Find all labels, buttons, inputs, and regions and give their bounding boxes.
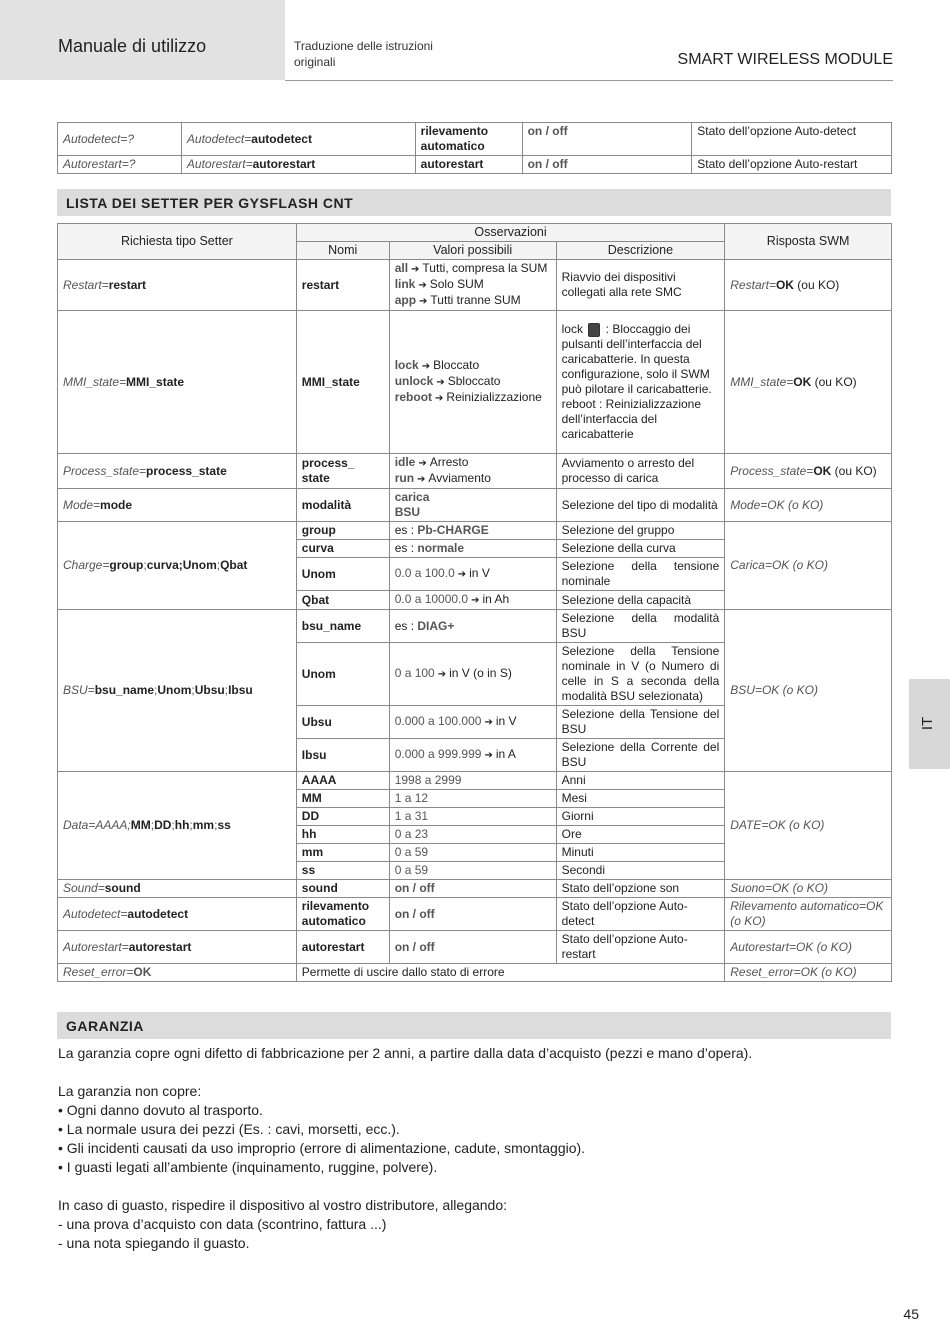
values-cell: 0 a 59 xyxy=(389,862,556,880)
table-cell: on / off xyxy=(522,156,692,174)
response-cell: Carica=OK (o KO) xyxy=(725,522,892,610)
description-cell: Selezione della Tensione del BSU xyxy=(556,706,725,739)
request-cell: Data=AAAA;MM;DD;hh;mm;ss xyxy=(58,772,297,880)
description-cell: Selezione della curva xyxy=(556,540,725,558)
name-cell: Unom xyxy=(296,558,389,591)
name-cell: Qbat xyxy=(296,591,389,610)
response-cell: MMI_state=OK (ou KO) xyxy=(725,311,892,454)
header-divider xyxy=(285,80,893,81)
warranty-text xyxy=(58,1044,898,1253)
values-cell: carica BSU xyxy=(389,489,556,522)
values-cell: 0.0 a 100.0➔ in V xyxy=(389,558,556,591)
setter-section-header xyxy=(57,189,891,216)
response-cell: Mode=OK (o KO) xyxy=(725,489,892,522)
header-subtitle: Traduzione delle istruzioni originali xyxy=(294,39,433,69)
header-title-block xyxy=(0,0,285,80)
product-title: SMART WIRELESS MODULE xyxy=(677,51,893,68)
name-cell: MM xyxy=(296,790,389,808)
table-row xyxy=(58,489,892,522)
description-cell: Permette di uscire dallo stato di errore xyxy=(296,964,724,982)
col-header-description: Descrizione xyxy=(556,242,725,260)
list-item: • La normale usura dei pezzi (Es. : cavi, morsetti, ecc.). xyxy=(58,1121,400,1137)
name-cell: modalità xyxy=(296,489,389,522)
table-row xyxy=(58,772,892,790)
name-cell: MMI_state xyxy=(296,311,389,454)
table-row xyxy=(58,156,892,174)
language-tab xyxy=(909,679,950,769)
description-cell: Mesi xyxy=(556,790,725,808)
list-item: - una prova d’acquisto con data (scontrino, fattura ...) xyxy=(58,1216,387,1232)
description-cell: Riavvio dei dispositivi collegati alla rete SMC xyxy=(556,260,725,311)
response-cell: Autorestart=OK (o KO) xyxy=(725,931,892,964)
values-cell: on / off xyxy=(389,898,556,931)
table-cell: Stato dell’opzione Auto-detect xyxy=(692,123,892,156)
table-row xyxy=(58,931,892,964)
description-cell: Stato dell’opzione Auto-restart xyxy=(556,931,725,964)
request-cell: Restart=restart xyxy=(58,260,297,311)
setter-table xyxy=(57,223,892,982)
section-title: GARANZIA xyxy=(66,1018,144,1034)
description-cell: Giorni xyxy=(556,808,725,826)
list-item: • I guasti legati all’ambiente (inquinamento, ruggine, polvere). xyxy=(58,1159,438,1175)
table-row xyxy=(58,964,892,982)
description-cell: Stato dell’opzione Auto-detect xyxy=(556,898,725,931)
values-cell: 0.000 a 100.000➔ in V xyxy=(389,706,556,739)
name-cell: Ibsu xyxy=(296,739,389,772)
name-cell: sound xyxy=(296,880,389,898)
description-cell: Selezione della capacità xyxy=(556,591,725,610)
request-cell: Autodetect=autodetect xyxy=(58,898,297,931)
table-row xyxy=(58,260,892,311)
table-row xyxy=(58,123,892,156)
request-cell: Process_state=process_state xyxy=(58,454,297,489)
table-cell: Autorestart=autorestart xyxy=(181,156,415,174)
not-covered-title: La garanzia non copre: xyxy=(58,1083,202,1099)
table-row xyxy=(58,880,892,898)
table-cell: rilevamento automatico xyxy=(415,123,522,156)
description-cell: Anni xyxy=(556,772,725,790)
response-cell: Rilevamento automatico=OK (o KO) xyxy=(725,898,892,931)
warranty-intro: La garanzia copre ogni difetto di fabbricazione per 2 anni, a partire dalla data d’acquisto (pezzi e mano d’opera). xyxy=(58,1045,753,1061)
description-cell: Selezione della modalità BSU xyxy=(556,610,725,643)
name-cell: DD xyxy=(296,808,389,826)
name-cell: autorestart xyxy=(296,931,389,964)
name-cell: Unom xyxy=(296,643,389,706)
response-cell: DATE=OK (o KO) xyxy=(725,772,892,880)
table-row xyxy=(58,610,892,643)
name-cell: mm xyxy=(296,844,389,862)
name-cell: ss xyxy=(296,862,389,880)
values-cell: es : normale xyxy=(389,540,556,558)
response-cell: BSU=OK (o KO) xyxy=(725,610,892,772)
section-title: LISTA DEI SETTER PER GYSFLASH CNT xyxy=(66,195,354,211)
values-cell: 0 a 59 xyxy=(389,844,556,862)
values-cell: all➔ Tutti, compresa la SUM link➔ Solo SUM app➔ Tutti tranne SUM xyxy=(389,260,556,311)
table-cell: Autodetect=autodetect xyxy=(181,123,415,156)
manual-title: Manuale di utilizzo xyxy=(58,36,207,56)
col-header-values: Valori possibili xyxy=(389,242,556,260)
description-cell: Selezione della tensione nominale xyxy=(556,558,725,591)
lock-icon xyxy=(588,323,600,337)
table-cell: Stato dell’opzione Auto-restart xyxy=(692,156,892,174)
table-cell: on / off xyxy=(522,123,692,156)
values-cell: lock➔ Bloccato unlock➔ Sbloccato reboot➔ Reinizializzazione xyxy=(389,311,556,454)
name-cell: curva xyxy=(296,540,389,558)
request-cell: Sound=sound xyxy=(58,880,297,898)
col-header-names: Nomi xyxy=(296,242,389,260)
list-item: - una nota spiegando il guasto. xyxy=(58,1235,250,1251)
list-item: • Gli incidenti causati da uso improprio (errore di alimentazione, cadute, smontaggio). xyxy=(58,1140,586,1156)
values-cell: 1 a 12 xyxy=(389,790,556,808)
list-item: • Ogni danno dovuto al trasporto. xyxy=(58,1102,263,1118)
values-cell: 0.000 a 999.999➔ in A xyxy=(389,739,556,772)
request-cell: MMI_state=MMI_state xyxy=(58,311,297,454)
request-cell: Mode=mode xyxy=(58,489,297,522)
getter-table-continuation xyxy=(57,122,892,174)
table-row xyxy=(58,454,892,489)
table-cell: autorestart xyxy=(415,156,522,174)
values-cell: es : Pb-CHARGE xyxy=(389,522,556,540)
table-row xyxy=(58,522,892,540)
description-cell: Selezione del gruppo xyxy=(556,522,725,540)
request-cell: Charge=group;curva;Unom;Qbat xyxy=(58,522,297,610)
request-cell: BSU=bsu_name;Unom;Ubsu;Ibsu xyxy=(58,610,297,772)
description-cell: Ore xyxy=(556,826,725,844)
name-cell: process_ state xyxy=(296,454,389,489)
table-row xyxy=(58,311,892,454)
table-header-row xyxy=(58,224,892,242)
name-cell: group xyxy=(296,522,389,540)
values-cell: on / off xyxy=(389,931,556,964)
description-cell: Secondi xyxy=(556,862,725,880)
values-cell: 0 a 23 xyxy=(389,826,556,844)
return-intro: In caso di guasto, rispedire il dispositivo al vostro distributore, allegando: xyxy=(58,1197,508,1213)
col-header-response: Risposta SWM xyxy=(725,224,892,260)
response-cell: Restart=OK (ou KO) xyxy=(725,260,892,311)
description-cell: Minuti xyxy=(556,844,725,862)
values-cell: idle➔ Arresto run➔ Avviamento xyxy=(389,454,556,489)
name-cell: restart xyxy=(296,260,389,311)
response-cell: Suono=OK (o KO) xyxy=(725,880,892,898)
name-cell: rilevamento automatico xyxy=(296,898,389,931)
description-cell: Stato dell’opzione son xyxy=(556,880,725,898)
values-cell: 1998 a 2999 xyxy=(389,772,556,790)
name-cell: Ubsu xyxy=(296,706,389,739)
description-cell: Selezione della Corrente del BSU xyxy=(556,739,725,772)
values-cell: 0.0 a 10000.0➔ in Ah xyxy=(389,591,556,610)
values-cell: es : DIAG+ xyxy=(389,610,556,643)
description-cell: Avviamento o arresto del processo di carica xyxy=(556,454,725,489)
request-cell: Autorestart=autorestart xyxy=(58,931,297,964)
description-cell: Selezione della Tensione nominale in V (o Numero di celle in S a seconda della modalità BSU selezionata) xyxy=(556,643,725,706)
response-cell: Reset_error=OK (o KO) xyxy=(725,964,892,982)
name-cell: bsu_name xyxy=(296,610,389,643)
request-cell: Reset_error=OK xyxy=(58,964,297,982)
description-cell: Selezione del tipo di modalità xyxy=(556,489,725,522)
values-cell: 0 a 100➔ in V (o in S) xyxy=(389,643,556,706)
values-cell: on / off xyxy=(389,880,556,898)
values-cell: 1 a 31 xyxy=(389,808,556,826)
name-cell: AAAA xyxy=(296,772,389,790)
warranty-section-header xyxy=(57,1012,891,1039)
col-header-observations: Osservazioni xyxy=(296,224,724,242)
page-number: 45 xyxy=(903,1306,919,1322)
table-row xyxy=(58,898,892,931)
table-cell: Autodetect=? xyxy=(58,123,182,156)
description-cell: lock : Bloccaggio dei pulsanti dell’interfaccia del caricabatterie. In questa configurazione, solo il SWM può pilotare il caricabatterie. reboot : Reinizializzazione dell’interfaccia del caricabatterie xyxy=(556,311,725,454)
col-header-request: Richiesta tipo Setter xyxy=(58,224,297,260)
language-label: IT xyxy=(919,716,937,731)
name-cell: hh xyxy=(296,826,389,844)
response-cell: Process_state=OK (ou KO) xyxy=(725,454,892,489)
table-cell: Autorestart=? xyxy=(58,156,182,174)
